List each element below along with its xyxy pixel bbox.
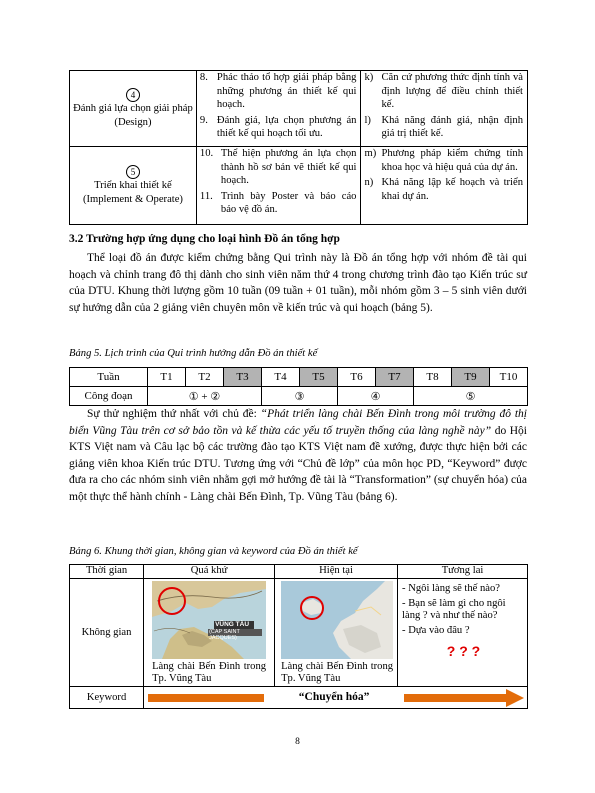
process-table: [69, 70, 528, 225]
list-item: [197, 71, 361, 112]
table-row: [70, 71, 528, 147]
step-number: 5: [126, 165, 140, 179]
past-caption: Làng chài Bến Đình trong Tp. Vũng Tàu: [152, 661, 267, 684]
schedule-table: [69, 367, 528, 406]
step-eng: (Implement & Operate): [82, 193, 183, 205]
week-cell: T8: [414, 368, 452, 387]
paragraph-rest: do Hội KTS Việt nam và Câu lạc bộ các trường đào tạo KTS Việt nam đề xướng, được thực hiện bởi các giảng viên khoa Kiến trúc DTU. Tương ứng với “Chủ đề lớp” của môn học PD, “Keyword” được đưa ra cho các nhóm sinh viên nhằm gợi mở hướng đề tài là “Transformation” (sự chuyển hóa) của một thực thể hành chính - Làng chài Bến Đình, Tp. Vũng Tàu (bảng 6).: [69, 424, 527, 503]
stage-cell: ④: [338, 387, 414, 406]
question-item: - Dựa vào đâu ?: [402, 625, 470, 636]
step-cell: [70, 71, 197, 147]
present-caption: Làng chài Bến Đình trong Tp. Vũng Tàu: [281, 661, 394, 684]
header-cell: Tương lai: [398, 565, 528, 579]
table-row: [70, 147, 528, 225]
item-number: m): [364, 148, 377, 159]
step-cell: [70, 147, 197, 225]
paragraph-theme: “Phát triển làng chài Bến Đình trong môi trường đô thị biển Vũng Tàu trên cơ sở bảo tồn và kế thừa các yếu tố truyền thống của làng nghề này”: [69, 408, 527, 437]
week-cell: T10: [490, 368, 528, 387]
future-cell: [398, 579, 528, 687]
section-paragraph: Thể loại đồ án được kiểm chứng bằng Qui trình này là Đồ án tổng hợp với nhóm đề tài qui hoạch và chỉnh trang đô thị dành cho sinh viên năm thứ 4 trong chương trình đào tạo Kiến trúc sư của DTU. Khung thời lượng gồm 10 tuần (09 tuần + 01 tuần), mỗi nhóm gồm 3 – 5 sinh viên dưới sự hướng dẫn của 2 giảng viên chuyên môn về kiến trúc và qui hoạch (bảng 5).: [69, 252, 527, 314]
list-item: [197, 190, 361, 217]
table-row: [70, 687, 528, 709]
timeframe-table: [69, 564, 528, 709]
stage-cell: ③: [262, 387, 338, 406]
list-item: [197, 147, 361, 188]
item-text: Khả năng đánh giá, nhận định giá trị thiết kế.: [381, 114, 523, 139]
week-cell: T7: [376, 368, 414, 387]
step-title: Đánh giá lựa chọn giải pháp: [73, 103, 193, 115]
section-heading: 3.2 Trường hợp ứng dụng cho loại hình Đồ án tổng hợp: [69, 233, 340, 245]
header-cell: Quá khứ: [144, 565, 275, 579]
list-item: [361, 114, 527, 141]
list-item: [197, 114, 361, 141]
present-map-graphic: [281, 581, 393, 659]
map-city-label: VŨNG TÀU: [215, 621, 250, 628]
present-cell: [275, 579, 398, 687]
present-map-image: [281, 581, 393, 659]
week-cell: T1: [148, 368, 186, 387]
step-title: Triển khai thiết kế: [94, 180, 172, 192]
item-number: k): [364, 72, 374, 83]
item-number: 11.: [199, 190, 213, 202]
stage-cell: ① + ②: [148, 387, 262, 406]
week-cell: T2: [186, 368, 224, 387]
item-text: Thể hiện phương án lựa chọn thành hồ sơ bản vẽ thiết kế qui hoạch.: [220, 148, 357, 186]
table-row: [70, 579, 528, 687]
body-paragraph: [69, 406, 527, 505]
item-text: Phương pháp kiểm chứng tính khoa học và hiệu quả của dự án.: [381, 148, 523, 173]
step-number: 4: [126, 88, 140, 102]
step-eng: (Design): [114, 116, 152, 128]
row-label: Không gian: [70, 579, 144, 687]
list-item: [361, 176, 527, 203]
skills-cell: [361, 147, 528, 225]
row-label: Tuần: [70, 368, 148, 387]
past-map-image: [152, 581, 266, 659]
item-text: Trình bày Poster và báo cáo bảo vệ đồ án.: [220, 190, 357, 215]
item-number: n): [364, 177, 374, 188]
table6-caption: Bảng 6. Khung thời gian, không gian và keyword của Đồ án thiết kế: [69, 546, 358, 557]
stage-cell: ⑤: [414, 387, 528, 406]
keyword-cell: [144, 687, 528, 709]
header-cell: Hiện tại: [275, 565, 398, 579]
table-row: [70, 387, 528, 406]
table-row: [70, 368, 528, 387]
week-cell: T3: [224, 368, 262, 387]
list-item: [361, 71, 527, 112]
item-text: Đánh giá, lựa chọn phương án thiết kế qui hoạch tối ưu.: [216, 114, 357, 139]
historic-map-graphic: [152, 581, 266, 659]
question-marks: ? ? ?: [446, 643, 481, 659]
page-number: 8: [295, 737, 300, 747]
table-row: [70, 565, 528, 579]
item-number: l): [364, 114, 371, 126]
item-number: 9.: [199, 114, 208, 126]
item-number: 10.: [199, 148, 214, 159]
week-cell: T6: [338, 368, 376, 387]
header-cell: Thời gian: [70, 565, 144, 579]
list-item: [361, 147, 527, 174]
past-cell: [144, 579, 275, 687]
item-text: Phác thảo tổ hợp giải pháp bằng những phương án thiết kế qui hoạch.: [216, 72, 357, 110]
map-cape-label: (CAP SAINT JACQUES): [209, 629, 240, 641]
row-label: Keyword: [70, 687, 144, 709]
item-text: Khả năng lập kế hoạch và triển khai dự án.: [381, 177, 523, 202]
week-cell: T4: [262, 368, 300, 387]
skills-cell: [361, 71, 528, 147]
keyword-text: “Chuyển hóa”: [264, 689, 404, 705]
item-text: Căn cứ phương thức định tính và định lượng để điều chỉnh thiết kế.: [381, 72, 523, 110]
item-number: 8.: [199, 72, 208, 83]
paragraph-lead: Sự thử nghiệm thứ nhất với chủ đề:: [87, 408, 261, 420]
row-label: Công đoạn: [70, 387, 148, 406]
week-cell: T5: [300, 368, 338, 387]
question-item: - Bạn sẽ làm gì cho ngôi làng ? và như thế nào?: [402, 598, 506, 621]
week-cell: T9: [452, 368, 490, 387]
tasks-cell: [196, 147, 361, 225]
tasks-cell: [196, 71, 361, 147]
table5-caption: Bảng 5. Lịch trình của Qui trình hướng dẫn Đồ án thiết kế: [69, 348, 318, 359]
question-item: - Ngôi làng sẽ thế nào?: [402, 583, 501, 594]
